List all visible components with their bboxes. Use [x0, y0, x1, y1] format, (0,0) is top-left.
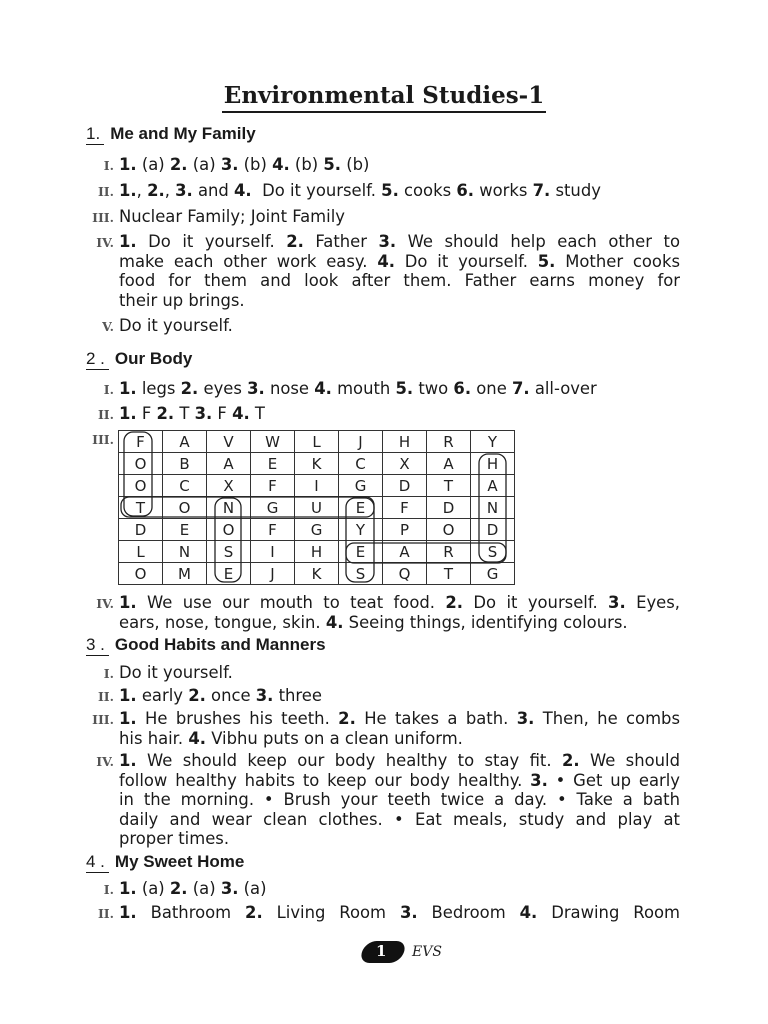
answer-line: III. Nuclear Family; Joint Family	[92, 207, 345, 226]
grid-cell: O	[427, 519, 471, 541]
grid-row	[119, 519, 515, 541]
answer-line: II. 1., 2., 3. and 4. Do it yourself. 5. cooks 6. works 7. study	[97, 181, 601, 200]
grid-cell: R	[427, 431, 471, 453]
answer-line: I. Do it yourself.	[103, 663, 233, 682]
grid-cell: F	[383, 497, 427, 519]
grid-cell: T	[119, 497, 163, 519]
answer-line: V. Do it yourself.	[102, 316, 233, 335]
chapter-heading: 4 . My Sweet Home	[86, 852, 245, 871]
answer-paragraph: III. 1. He brushes his teeth. 2. He takes a bath. 3. Then, he combs his hair. 4. Vibhu puts on a clean uniform.	[92, 709, 680, 748]
grid-cell: I	[251, 541, 295, 563]
answer-line: I. 1. (a) 2. (a) 3. (a)	[103, 879, 267, 898]
grid-cell: A	[427, 453, 471, 475]
grid-cell: U	[295, 497, 339, 519]
grid-cell: L	[295, 431, 339, 453]
chapter-heading: 2 . Our Body	[86, 349, 193, 368]
grid-cell: K	[295, 563, 339, 585]
grid-cell: P	[383, 519, 427, 541]
answer-line: I. 1. legs 2. eyes 3. nose 4. mouth 5. two 6. one 7. all-over	[103, 379, 597, 398]
grid-cell: D	[427, 497, 471, 519]
grid-cell: R	[427, 541, 471, 563]
grid-cell: S	[339, 563, 383, 585]
grid-cell: A	[383, 541, 427, 563]
grid-cell: G	[471, 563, 515, 585]
grid-cell: L	[119, 541, 163, 563]
grid-cell: D	[383, 475, 427, 497]
grid-cell: E	[207, 563, 251, 585]
grid-cell: F	[251, 475, 295, 497]
chapter-heading: 1. Me and My Family	[86, 124, 256, 143]
grid-cell: F	[119, 431, 163, 453]
grid-cell: A	[471, 475, 515, 497]
grid-cell: E	[251, 453, 295, 475]
grid-cell: O	[119, 563, 163, 585]
grid-cell: M	[163, 563, 207, 585]
answer-paragraph: IV. 1. We should keep our body healthy to stay fit. 2. We should follow healthy habits to keep our body healthy. 3. • Get up early in the morning. • Brush your teeth twice a day. • Take a bath daily and wear clean clothes. • Eat meals, study and play at proper times.	[96, 751, 681, 848]
grid-cell: V	[207, 431, 251, 453]
subject-label: EVS	[412, 944, 442, 960]
grid-cell: O	[119, 453, 163, 475]
grid-cell: A	[163, 431, 207, 453]
answer-line: I. 1. (a) 2. (a) 3. (b) 4. (b) 5. (b)	[103, 155, 370, 174]
grid-cell: S	[207, 541, 251, 563]
grid-cell: A	[207, 453, 251, 475]
answer-paragraph: IV. 1. Do it yourself. 2. Father 3. We should help each other to make each other work easy. 4. Do it yourself. 5. Mother cooks food for them and look after them. Father earns money for their up brings.	[96, 232, 680, 310]
grid-cell: N	[163, 541, 207, 563]
grid-cell: K	[295, 453, 339, 475]
grid-row	[119, 563, 515, 585]
grid-row	[119, 541, 515, 563]
grid-row	[119, 431, 515, 453]
grid-cell: J	[339, 431, 383, 453]
word-search-grid	[118, 430, 515, 585]
chapter-heading: 3 . Good Habits and Manners	[86, 635, 326, 654]
grid-cell: H	[295, 541, 339, 563]
grid-row	[119, 475, 515, 497]
grid-cell: G	[251, 497, 295, 519]
grid-cell: S	[471, 541, 515, 563]
answer-paragraph: IV. 1. We use our mouth to teat food. 2. Do it yourself. 3. Eyes, ears, nose, tongue, skin. 4. Seeing things, identifying colours.	[96, 593, 680, 632]
answer-line: II. 1. F 2. T 3. F 4. T	[97, 404, 265, 423]
grid-row	[119, 453, 515, 475]
grid-cell: C	[339, 453, 383, 475]
grid-cell: E	[339, 541, 383, 563]
page-title: Environmental Studies-1	[0, 82, 768, 113]
grid-cell: W	[251, 431, 295, 453]
grid-cell: N	[207, 497, 251, 519]
grid-cell: T	[427, 475, 471, 497]
grid-cell: H	[383, 431, 427, 453]
grid-cell: G	[339, 475, 383, 497]
grid-cell: G	[295, 519, 339, 541]
answer-line: II. 1. early 2. once 3. three	[97, 686, 322, 705]
grid-cell: F	[251, 519, 295, 541]
grid-cell: B	[163, 453, 207, 475]
grid-cell: O	[119, 475, 163, 497]
grid-cell: H	[471, 453, 515, 475]
grid-cell: E	[339, 497, 383, 519]
grid-cell: N	[471, 497, 515, 519]
grid-cell: X	[207, 475, 251, 497]
grid-cell: X	[383, 453, 427, 475]
grid-cell: Q	[383, 563, 427, 585]
grid-cell: C	[163, 475, 207, 497]
grid-cell: D	[471, 519, 515, 541]
grid-cell: O	[207, 519, 251, 541]
grid-cell: T	[427, 563, 471, 585]
grid-cell: Y	[339, 519, 383, 541]
grid-cell: I	[295, 475, 339, 497]
grid-cell: D	[119, 519, 163, 541]
grid-cell: E	[163, 519, 207, 541]
grid-cell: J	[251, 563, 295, 585]
grid-cell: Y	[471, 431, 515, 453]
grid-row	[119, 497, 515, 519]
answer-line: II. 1. Bathroom 2. Living Room 3. Bedroom 4. Drawing Room	[97, 903, 680, 922]
grid-cell: O	[163, 497, 207, 519]
page-number: 1	[376, 942, 387, 960]
